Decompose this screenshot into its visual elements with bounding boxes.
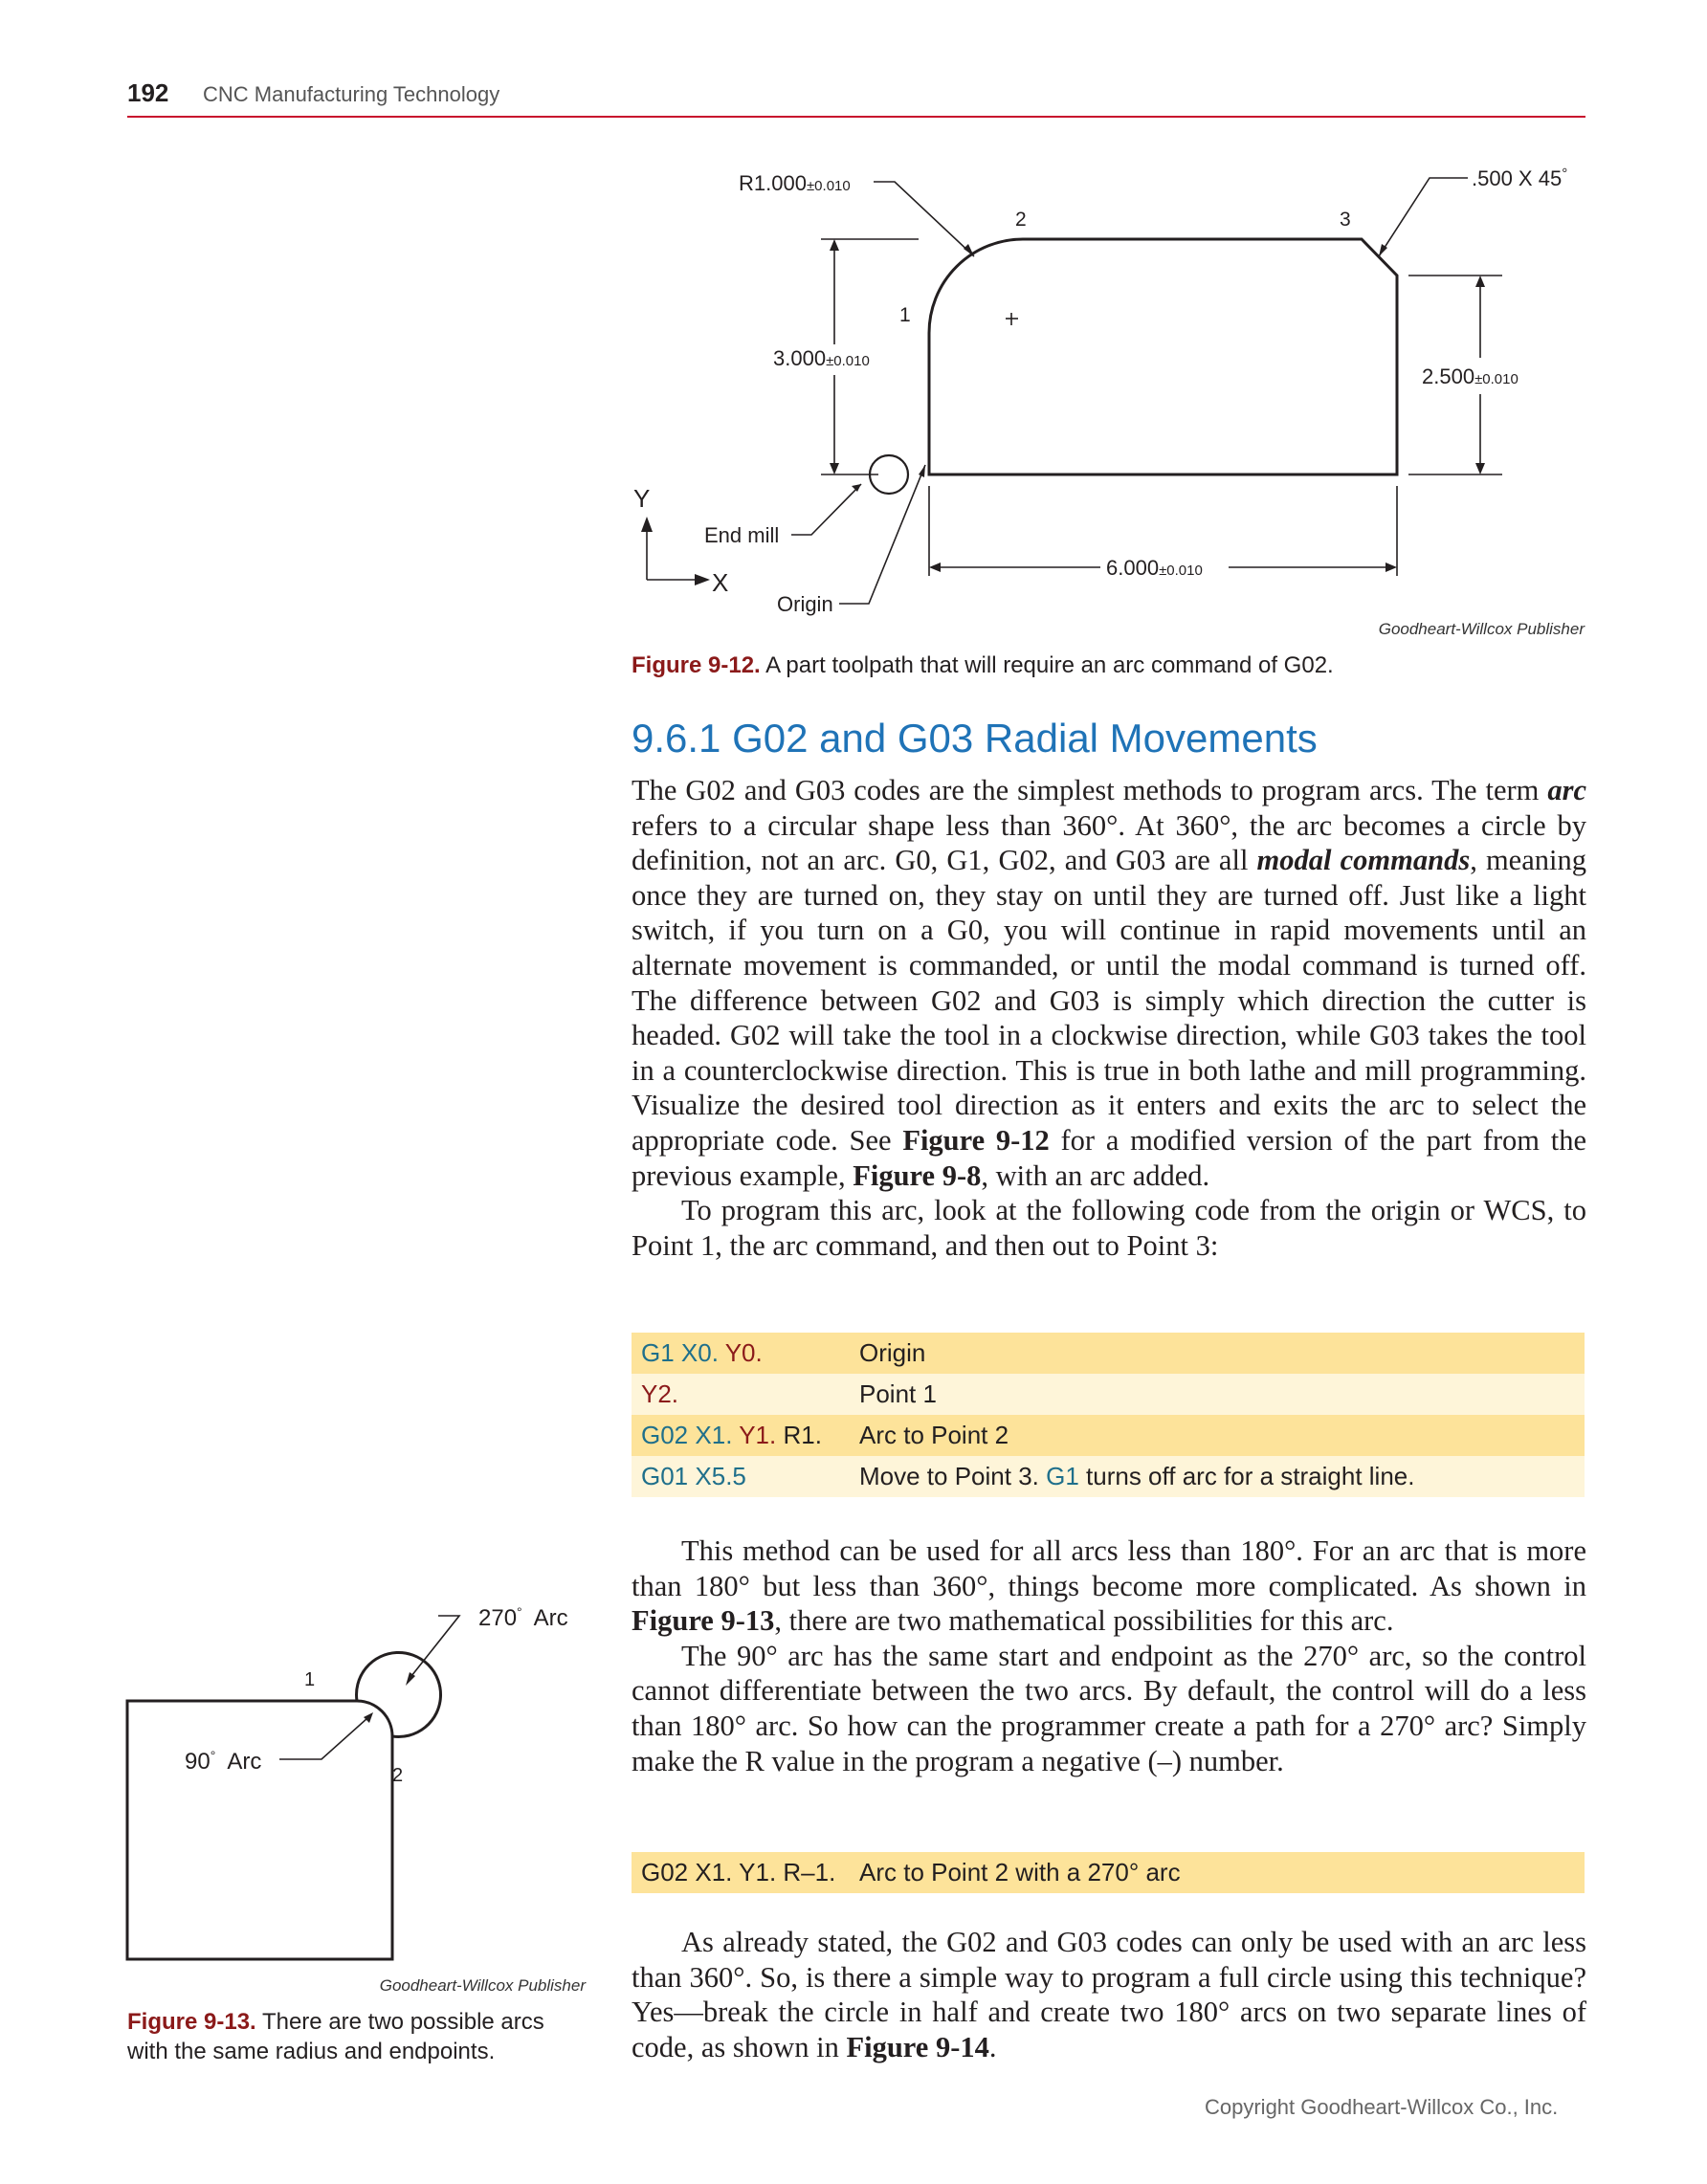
svg-text:270°Arc — [478, 1604, 568, 1631]
chamfer-label: .500 X 45 — [1472, 166, 1563, 190]
axis-y-label: Y — [633, 484, 651, 513]
end-mill-label: End mill — [704, 523, 780, 547]
code-table — [632, 1333, 1585, 1497]
paragraph-5: As already stated, the G02 and G03 codes can only be used with an arc less than 360°. So, is there a simple way to program a full circle using this technique? Yes—break the circle in half and create two 180° arcs on two separate lines of code, as shown in Figure 9-14. — [632, 1926, 1586, 2063]
arc-90-value: 90 — [185, 1749, 211, 1775]
code-row: G1 X0. Y0. Origin — [632, 1333, 1585, 1374]
code-row: G02 X1. Y1. R–1. Arc to Point 2 with a 270° arc — [632, 1852, 1585, 1893]
figure-9-13-caption — [127, 2007, 587, 2066]
figure-9-13-drawing — [0, 1569, 632, 1971]
origin-label: Origin — [777, 592, 833, 616]
svg-text:3.000±0.010 — [773, 346, 870, 370]
figure-ref: Figure 9-13 — [632, 1604, 775, 1638]
figure-ref: Figure 9-12 — [902, 1123, 1050, 1157]
right-height-tol: ±0.010 — [1474, 371, 1519, 387]
body-text-block-3 — [632, 1925, 1586, 2064]
radius-label: R1.000 — [739, 171, 807, 195]
term-arc: arc — [1547, 774, 1586, 806]
arc-90-degree: ° — [210, 1748, 216, 1763]
code-line — [632, 1852, 1585, 1893]
right-height-label: 2.500 — [1422, 364, 1475, 388]
paragraph-3: This method can be used for all arcs less than 180°. For an arc that is more than 180° but less than 360°, things become more complicated. As shown in Figure 9-13, there are two mathematical possibilities for this arc. — [632, 1534, 1586, 1638]
arc-90-word: Arc — [227, 1749, 262, 1775]
figure-9-12-credit: Goodheart-Willcox Publisher — [1378, 620, 1585, 638]
point-1-label: 1 — [304, 1669, 316, 1690]
figure-9-13-credit: Goodheart-Willcox Publisher — [379, 1976, 586, 1995]
point-1-label: 1 — [899, 304, 911, 326]
width-tol: ±0.010 — [1159, 563, 1203, 579]
figure-9-12-caption — [632, 651, 1586, 680]
paragraph-4: The 90° arc has the same start and endpoint as the 270° arc, so the control cannot differentiate between the two arcs. By default, the control will do a less than 180° arc. So how can the programmer create a path for a 270° arc? Simply make the R value in the program a negative (–) number. — [632, 1639, 1586, 1777]
part-outline — [929, 239, 1397, 474]
figure-9-12-caption-text: A part toolpath that will require an arc command of G02. — [760, 652, 1334, 678]
body-text-block-2 — [632, 1533, 1586, 1778]
svg-text:90°Arc — [185, 1748, 261, 1775]
figure-9-13-number: Figure 9-13. — [127, 2009, 256, 2035]
point-3-label: 3 — [1340, 209, 1351, 231]
code-row: G02 X1. Y1. R1. Arc to Point 2 — [632, 1415, 1585, 1456]
arc-270-word: Arc — [533, 1605, 568, 1631]
copyright-footer: Copyright Goodheart-Willcox Co., Inc. — [1205, 2095, 1559, 2119]
arc-270-degree: ° — [517, 1604, 522, 1620]
figure-ref: Figure 9-8 — [853, 1158, 982, 1192]
arc-270 — [357, 1652, 441, 1736]
paragraph-2: To program this arc, look at the following code from the origin or WCS, to Point 1, the arc command, and then out to Point 3: — [632, 1194, 1586, 1262]
page-number: 192 — [127, 78, 169, 107]
section-heading: 9.6.1 G02 and G03 Radial Movements — [632, 716, 1318, 761]
arc-270-value: 270 — [478, 1605, 518, 1631]
chamfer-degree: ° — [1562, 165, 1568, 182]
code-row: G01 X5.5 Move to Point 3. G1 turns off arc for a straight line. — [632, 1456, 1585, 1497]
point-2-label: 2 — [392, 1765, 404, 1786]
paragraph-1: The G02 and G03 codes are the simplest methods to program arcs. The term arc refers to a circular shape less than 360°. At 360°, the arc becomes a circle by definition, not an arc. G0, G1, G02, and G03 are all modal commands, meaning once they are turned on, they stay on until they are turned off. Just like a light switch, if you turn on a G0, you will continue in rapid movements until an alternate movement is commanded, or until the modal command is turned off. The difference between G02 and G03 is simply which direction the cutter is headed. G02 will take the tool in a clockwise direction, while G03 takes the tool in a counterclockwise direction. This is true in both lathe and mill programming. Visualize the desired tool direction as it enters and exits the arc to select the appropriate code. See Figure 9-12 for a modified version of the part from the previous example, Figure 9-8, with an arc added. — [632, 774, 1587, 1192]
part-square — [127, 1701, 392, 1959]
svg-text:R1.000±0.010 — [739, 171, 851, 195]
height-label: 3.000 — [773, 346, 827, 370]
radius-tol: ±0.010 — [806, 178, 851, 194]
svg-text:6.000±0.010 — [1106, 556, 1203, 580]
body-text-block-1 — [632, 773, 1586, 1263]
figure-9-12-drawing — [0, 0, 1707, 651]
code-row: Y2. Point 1 — [632, 1374, 1585, 1415]
svg-text:2.500±0.010 — [1422, 364, 1519, 388]
running-head: CNC Manufacturing Technology — [203, 82, 500, 106]
svg-text:.500 X 45° — [1472, 165, 1567, 190]
axis-x-label: X — [712, 568, 729, 597]
figure-9-12-number: Figure 9-12. — [632, 652, 761, 678]
width-label: 6.000 — [1106, 556, 1160, 580]
figure-9-13-caption-text: There are two possible arcs with the same radius and endpoints. — [127, 2009, 544, 2064]
height-tol: ±0.010 — [826, 353, 870, 369]
figure-ref: Figure 9-14 — [846, 2030, 989, 2063]
point-2-label: 2 — [1015, 209, 1027, 231]
term-modal-commands: modal commands — [1256, 844, 1471, 877]
